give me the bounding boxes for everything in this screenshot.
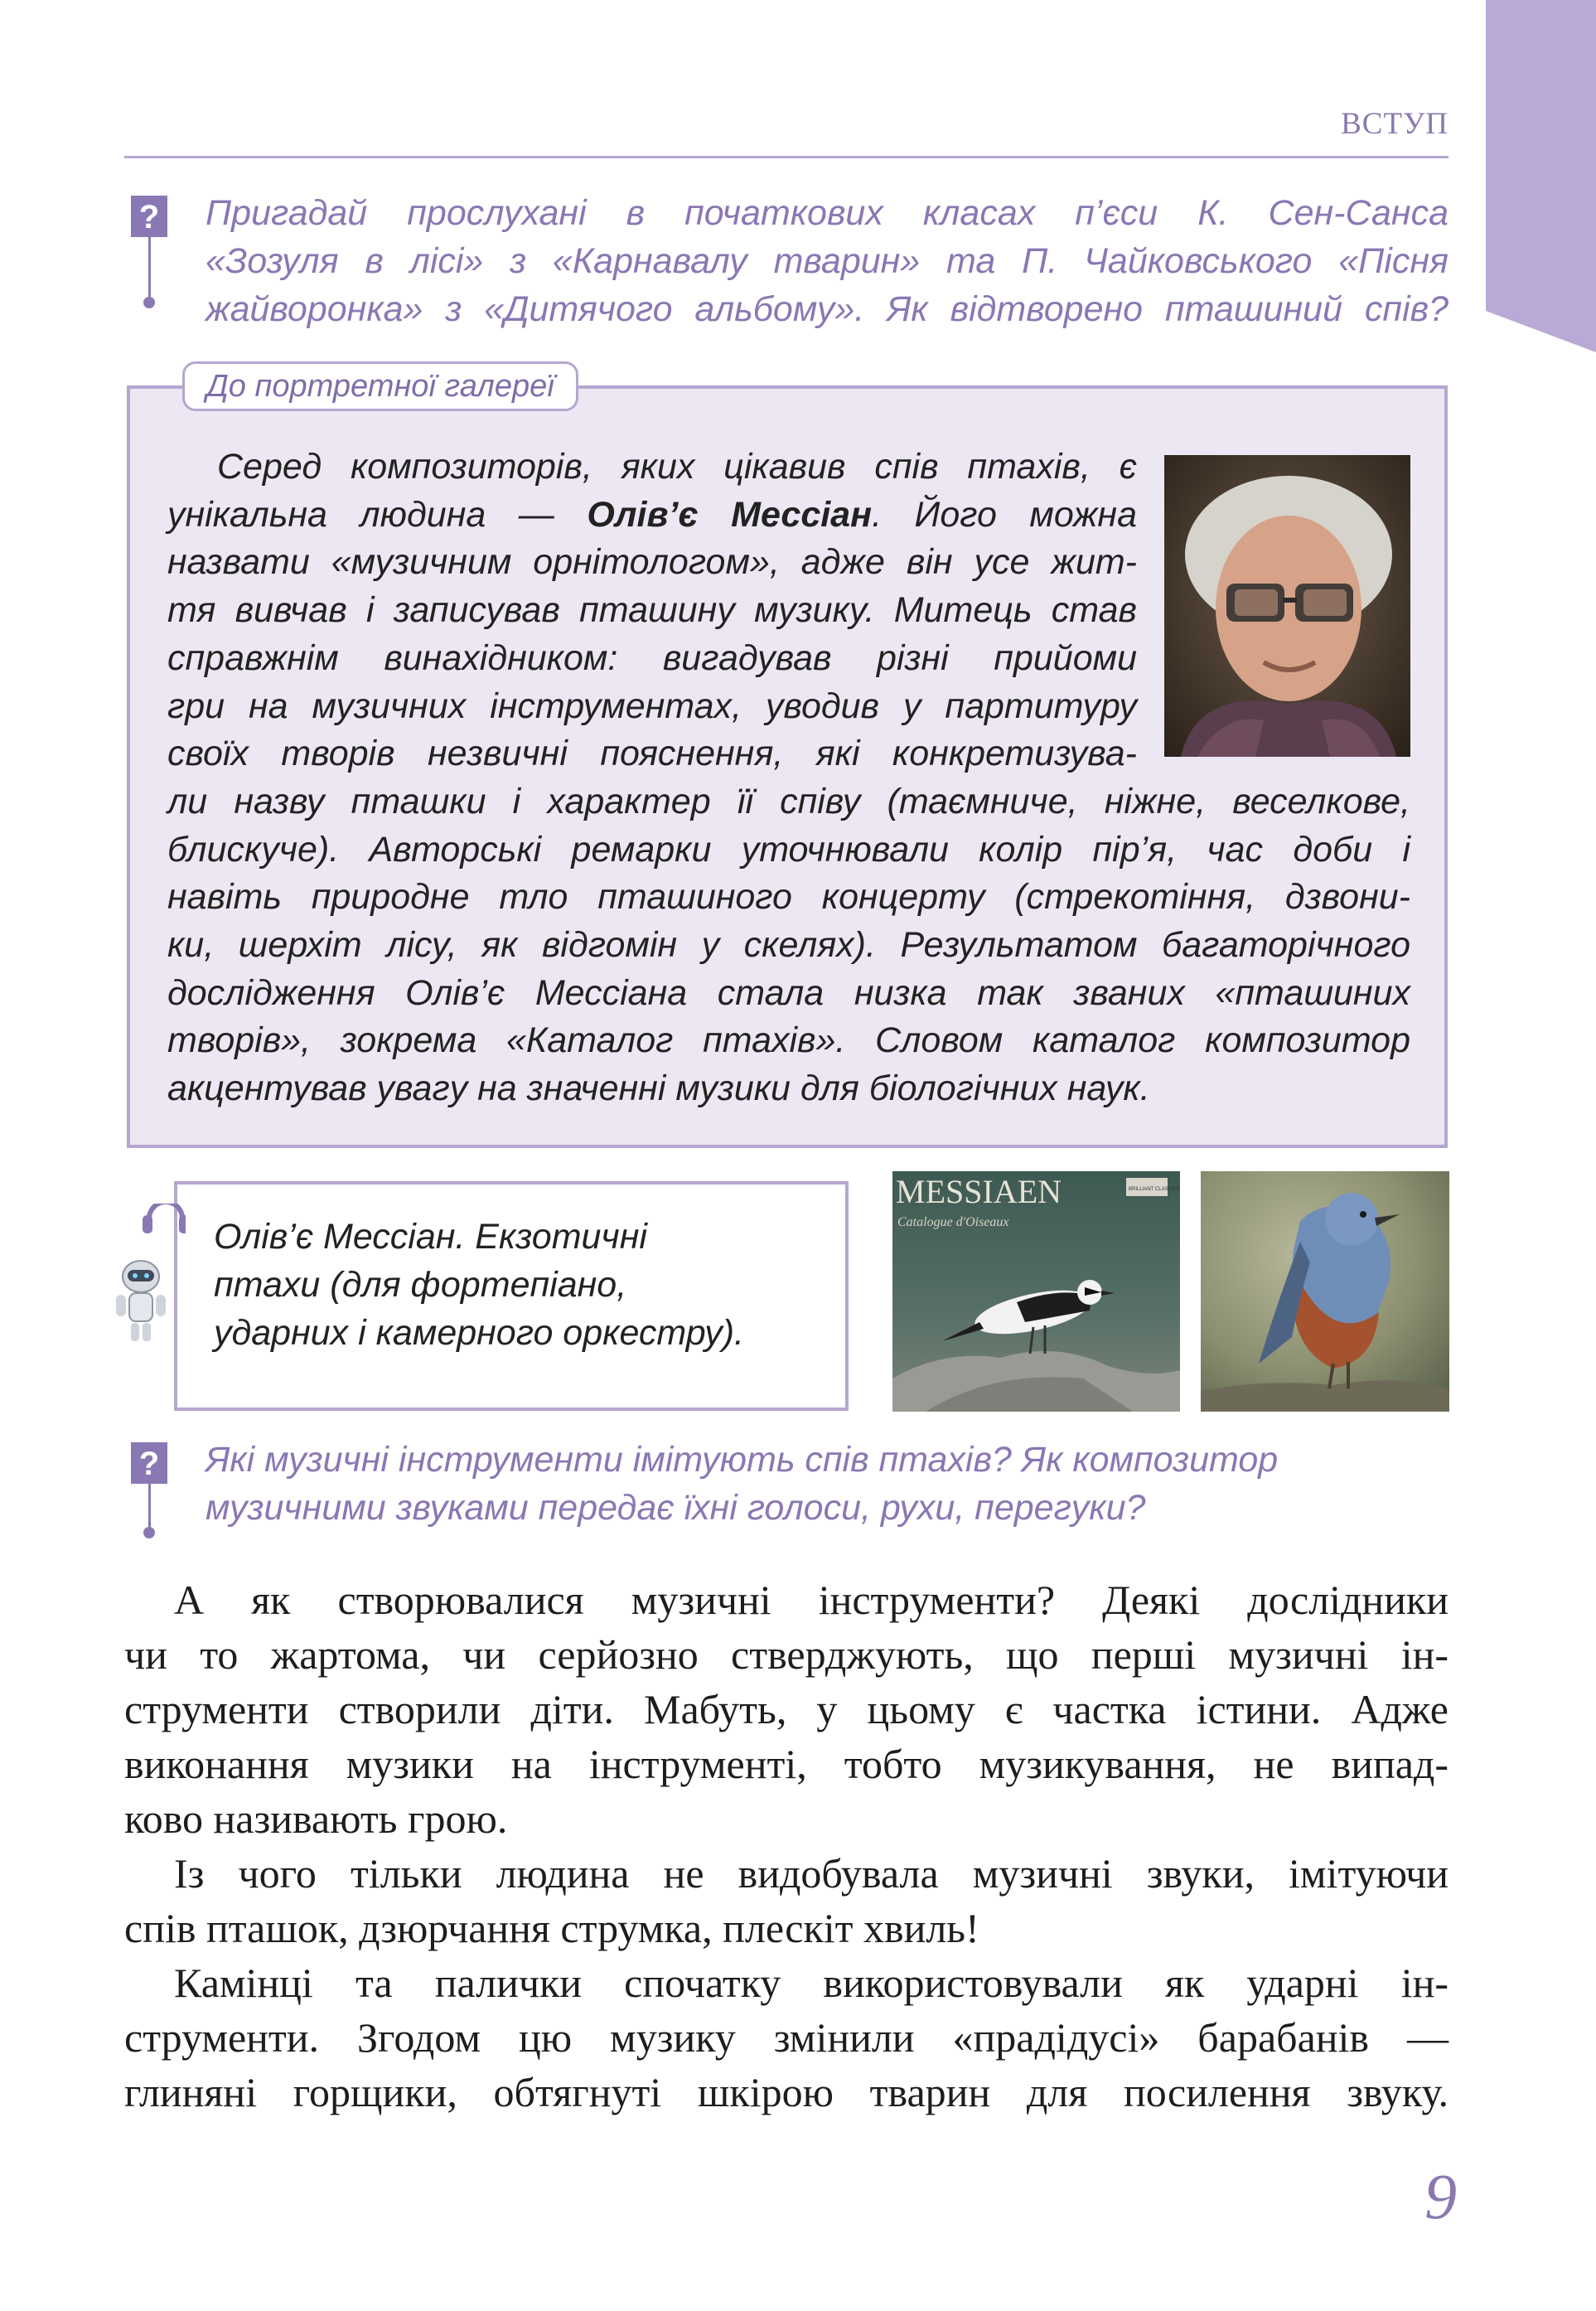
body-line: виконання музики на інструменті, тобто музикування, не випад- xyxy=(124,1741,1448,1787)
gallery-line xyxy=(167,492,1137,540)
gallery-line: акцентував увагу на значенні музики для біологічних наук. xyxy=(167,1068,1150,1109)
listening-card-text xyxy=(214,1213,827,1357)
gallery-line: тя вивчав і записував пташину музику. Митець став xyxy=(167,590,1137,631)
album-label: BRILLIANT CLASSICS xyxy=(1129,1187,1180,1192)
gallery-line-head: унікальна людина — xyxy=(167,494,588,535)
portrait-gallery-text xyxy=(167,443,1410,1113)
question-1-line: Пригадай прослухані в початкових класах п’єси К. Сен-Санса xyxy=(206,193,1448,233)
body-line: струменти. Згодом цю музику змінили «прадідусі» барабанів — xyxy=(124,2014,1448,2061)
album-subtitle: Catalogue d'Oiseaux xyxy=(897,1215,1009,1229)
question-mark-icon: ? xyxy=(131,1442,167,1484)
portrait-gallery-tag: До портретної галереї xyxy=(182,361,578,411)
page-number: 9 xyxy=(1424,2160,1457,2232)
corner-tab xyxy=(1486,0,1596,352)
body-line: струменти створили діти. Мабуть, у цьому є частка істини. Адже xyxy=(124,1686,1448,1732)
gallery-line: гри на музичних інструментах, уводив у партитуру xyxy=(167,686,1137,726)
question-dot xyxy=(143,297,155,308)
gallery-line: навіть природне тло пташиного концерту (стрекотіння, дзвони- xyxy=(167,877,1410,918)
header-rule xyxy=(124,156,1448,158)
body-line: Камінці та палички спочатку використовували як ударні ін- xyxy=(174,1960,1448,2006)
gallery-line: блискуче). Авторські ремарки уточнювали колір пір’я, час доби і xyxy=(167,829,1410,870)
gallery-line: назвати «музичним орнітологом», адже він усе жит- xyxy=(167,542,1137,583)
gallery-line: дослідження Олів’є Мессіана стала низка так званих «пташиних xyxy=(167,972,1410,1013)
question-2-line: музичними звуками передає їхні голоси, рухи, перегуки? xyxy=(206,1488,1146,1528)
bird-photo-image xyxy=(1201,1171,1449,1412)
gallery-line: своїх творів незвичні пояснення, які конкретизува- xyxy=(167,734,1137,774)
body-line: глиняні горщики, обтягнуті шкірою тварин для посилення звуку. xyxy=(124,2069,1448,2115)
robot-headphones-icon xyxy=(109,1204,186,1349)
body-line: А як створювалися музичні інструменти? Деякі дослідники xyxy=(174,1577,1448,1623)
body-line: Із чого тільки людина не видобувала музичні звуки, імітуючи xyxy=(174,1850,1448,1897)
body-line: спів пташок, дзюрчання струмка, плескіт хвиль! xyxy=(124,1905,979,1951)
question-stem xyxy=(148,1484,151,1530)
question-2-line: Які музичні інструменти імітують спів птахів? Як композитор xyxy=(206,1440,1279,1480)
question-stem xyxy=(148,237,151,300)
gallery-line: ли назву пташки і характер її співу (таємниче, ніжне, веселкове, xyxy=(167,781,1410,821)
gallery-line: справжнім винахідником: вигадував різні прийоми xyxy=(167,637,1137,678)
gallery-line: ки, шерхіт лісу, як відгомін у скелях). Результатом багаторічного xyxy=(167,925,1410,966)
composer-name: Олів’є Мессіан xyxy=(587,494,873,535)
question-marker-2 xyxy=(131,1442,182,1542)
question-1-line: «Зозуля в лісі» з «Карнавалу тварин» та П. Чайковського «Пісня xyxy=(206,241,1448,281)
question-dot xyxy=(143,1527,155,1538)
gallery-line: творів», зокрема «Каталог птахів». Словом каталог композитор xyxy=(167,1020,1410,1061)
question-1-line: жайворонка» з «Дитячого альбому». Як відтворено пташиний спів? xyxy=(206,289,1448,329)
gallery-line: Серед композиторів, яких цікавив спів птахів, є xyxy=(217,447,1137,487)
listening-line: Олів’є Мессіан. Екзотичні xyxy=(214,1217,647,1257)
album-cover-image xyxy=(892,1171,1180,1412)
listening-line: птахи (для фортепіано, xyxy=(214,1265,627,1305)
gallery-line-tail: . Його можна xyxy=(872,494,1138,535)
body-line: ково називають грою. xyxy=(124,1795,508,1842)
question-mark-icon: ? xyxy=(131,196,167,237)
body-line: чи то жартома, чи серйозно стверджують, що перші музичні ін- xyxy=(124,1631,1448,1678)
section-label: ВСТУП xyxy=(1341,107,1448,141)
question-marker-1 xyxy=(131,196,182,312)
question-2-text xyxy=(206,1436,1382,1532)
listening-line: ударних і камерного оркестру). xyxy=(214,1313,744,1353)
question-1-text xyxy=(206,189,1448,333)
album-title: MESSIAEN xyxy=(896,1173,1062,1210)
